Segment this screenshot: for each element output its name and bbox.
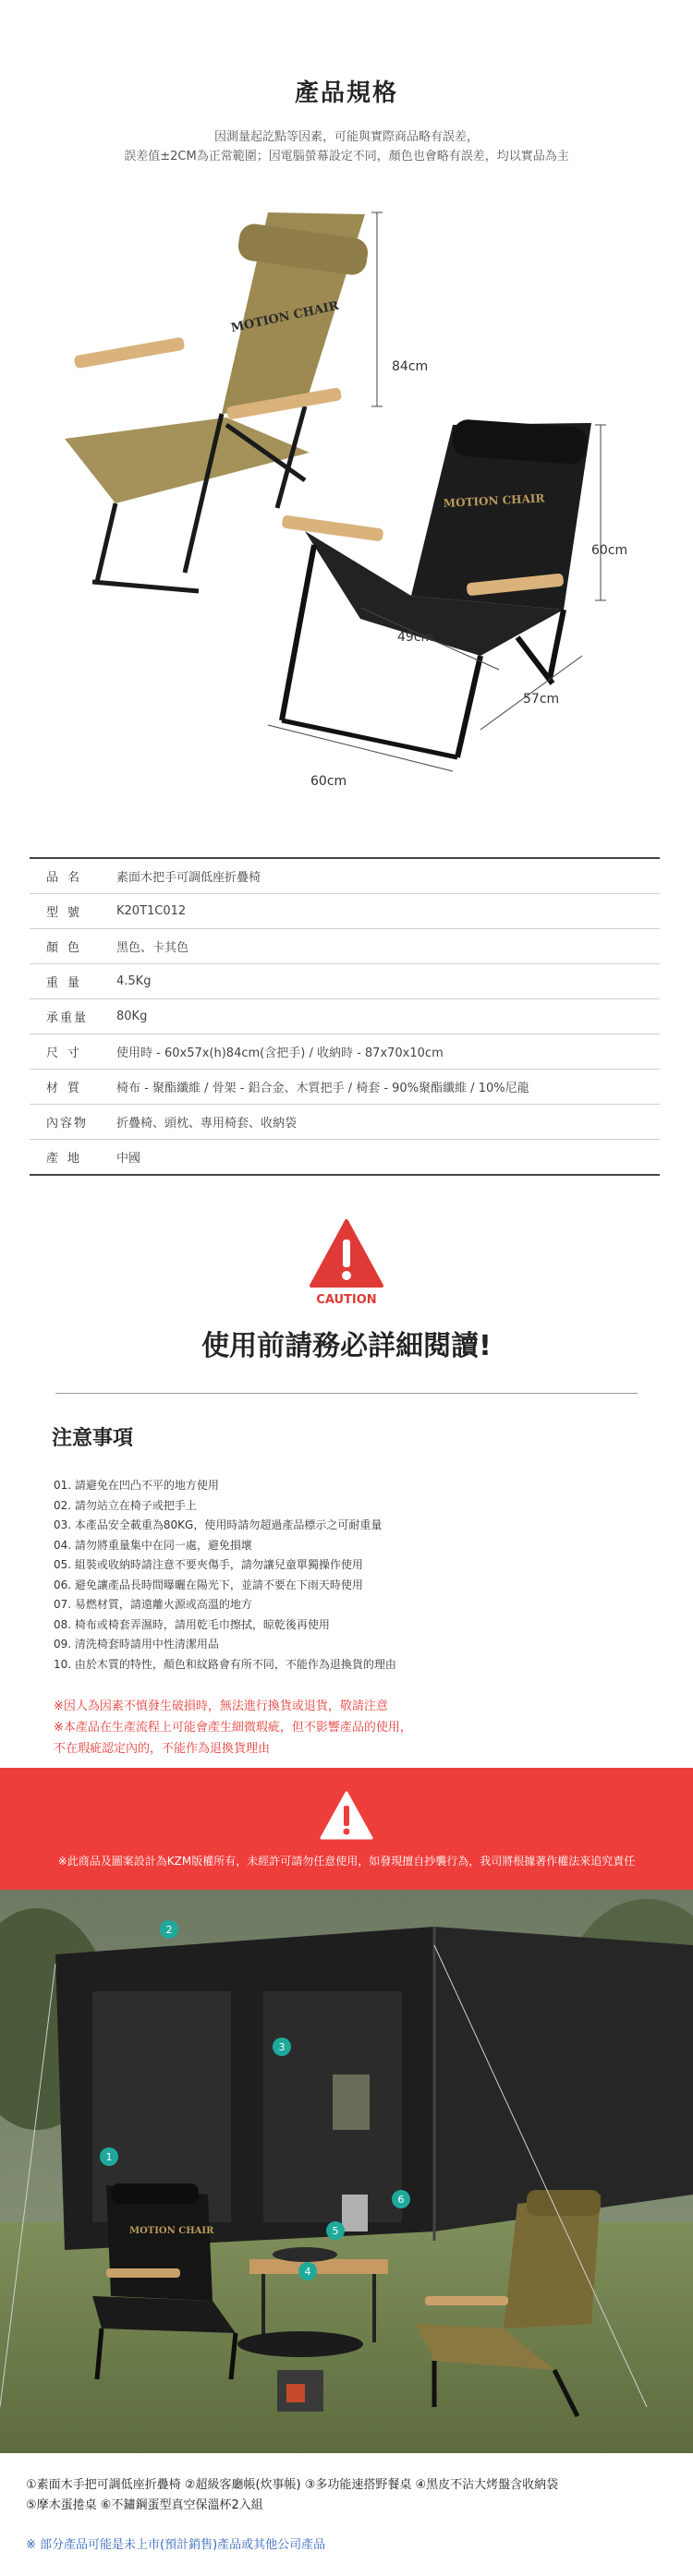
side-dimension: 57cm — [523, 692, 560, 707]
spec-label: 產地 — [46, 1152, 90, 1166]
photo-marker: 4 — [304, 2266, 311, 2278]
copyright-warning-icon — [319, 1790, 374, 1842]
spec-value: 折疊椅、頭枕、專用椅套、收納袋 — [116, 1117, 298, 1131]
spec-label: 尺寸 — [46, 1046, 90, 1060]
note-item: 06. 避免讓產品長時間曝曬在陽光下，並請不要在下雨天時使用 — [54, 1578, 363, 1591]
khaki-chair-brand: MOTION CHAIR — [229, 298, 341, 336]
spec-value: 80Kg — [116, 1010, 148, 1023]
spec-label: 內容物 — [46, 1117, 89, 1131]
warning-notes — [54, 1696, 412, 1760]
note-item: 05. 組裝或收納時請注意不要夾傷手，請勿讓兒童單獨操作使用 — [54, 1558, 363, 1571]
measurement-note-line2: 誤差值±2CM為正常範圍；因電腦螢幕設定不同，顏色也會略有誤差，均以實品為主 — [124, 150, 569, 163]
photo-marker: 6 — [397, 2194, 405, 2206]
spec-label: 型號 — [46, 906, 90, 920]
khaki-chair-image — [65, 212, 370, 591]
page-title: 產品規格 — [294, 79, 398, 107]
note-item: 10. 由於木質的特性，顏色和紋路會有所不同，不能作為退換貨的理由 — [54, 1657, 396, 1671]
spec-row — [30, 894, 660, 929]
warning-line: ※因人為因素不慎發生破損時，無法進行換貨或退貨，敬請注意 — [54, 1699, 388, 1713]
spec-row — [30, 999, 660, 1034]
note-item: 01. 請避免在凹凸不平的地方使用 — [54, 1479, 219, 1492]
measurement-note-line1: 因測量起訖點等因素，可能與實際商品略有誤差， — [213, 130, 479, 144]
front-dimension: 60cm — [310, 774, 347, 789]
spec-value: K20T1C012 — [116, 904, 187, 918]
note-item: 02. 請勿站立在椅子或把手上 — [54, 1498, 197, 1512]
caution-warning-icon — [310, 1217, 383, 1289]
spec-row — [30, 1070, 660, 1105]
depth-dimension: 60cm — [591, 543, 628, 558]
note-item: 08. 椅布或椅套弄濕時，請用乾毛巾擦拭，晾乾後再使用 — [54, 1617, 330, 1631]
spec-value: 使用時 - 60x57x(h)84cm(含把手) / 收納時 - 87x70x10cm — [116, 1046, 444, 1060]
read-carefully-heading: 使用前請務必詳細閱讀! — [201, 1330, 492, 1362]
spec-row — [30, 964, 660, 999]
spec-label: 重量 — [46, 976, 90, 990]
spec-value: 4.5Kg — [116, 974, 152, 988]
copyright-text: ※此商品及圖案設計為KZM版權所有，未經許可請勿任意使用，如發現擅自抄襲行為，我司將根據著作權法來追究責任 — [57, 1855, 636, 1868]
notes-title: 注意事項 — [52, 1427, 134, 1450]
product-dimension-illustration — [0, 175, 693, 822]
black-chair-brand: MOTION CHAIR — [443, 491, 545, 511]
product-availability-note: ※ 部分產品可能是未上市(預計銷售)產品或其他公司產品 — [26, 2538, 326, 2552]
warning-line: ※本產品在生產流程上可能會產生細微瑕疵，但不影響產品的使用， — [54, 1721, 412, 1735]
photo-marker: 1 — [105, 2151, 113, 2163]
spec-value: 中國 — [116, 1152, 141, 1166]
photo-chair-brand: MOTION CHAIR — [129, 2226, 214, 2236]
spec-row — [30, 1140, 660, 1174]
notes-list — [54, 1476, 396, 1675]
photo-marker: 5 — [332, 2225, 339, 2237]
spec-label: 品名 — [46, 871, 90, 885]
spec-label: 承重量 — [46, 1011, 89, 1025]
legend-line: ⑤摩木蛋捲桌 ⑥不鏽鋼蛋型真空保溫杯2入組 — [26, 2498, 263, 2512]
note-item: 04. 請勿將重量集中在同一處，避免損壞 — [54, 1538, 252, 1552]
spec-row — [30, 1034, 660, 1070]
warning-line: 不在瑕疵認定內的，不能作為退換貨理由 — [54, 1742, 271, 1756]
photo-marker: 3 — [278, 2041, 286, 2053]
divider — [55, 1393, 638, 1394]
spec-table — [30, 857, 660, 1176]
spec-label: 材質 — [46, 1082, 90, 1095]
note-item: 09. 清洗椅套時請用中性清潔用品 — [54, 1638, 219, 1651]
height-dimension: 84cm — [392, 359, 429, 374]
note-item: 07. 易燃材質，請遠離火源或高溫的地方 — [54, 1598, 252, 1611]
spec-label: 顏色 — [46, 941, 90, 955]
note-item: 03. 本產品安全載重為80KG，使用時請勿超過產品標示之可耐重量 — [54, 1518, 383, 1531]
spec-value: 素面木把手可調低座折疊椅 — [116, 871, 261, 885]
spec-row — [30, 929, 660, 964]
lifestyle-photo — [0, 1890, 693, 2453]
seat-width-dimension: 49cm — [397, 630, 434, 645]
caution-label: CAUTION — [316, 1293, 377, 1307]
spec-row — [30, 1105, 660, 1140]
photo-legend — [26, 2475, 558, 2516]
legend-line: ①素面木手把可調低座折疊椅 ②超級客廳帳(炊事帳) ③多功能速搭野餐桌 ④黑皮不沾大烤盤含收納袋 — [26, 2478, 559, 2492]
spec-row — [30, 859, 660, 894]
photo-marker: 2 — [165, 1924, 173, 1936]
spec-value: 椅布 - 聚酯纖維 / 骨架 - 鋁合金、木質把手 / 椅套 - 90%聚酯纖維 / 10%尼龍 — [116, 1082, 529, 1095]
spec-value: 黑色、卡其色 — [116, 941, 189, 955]
